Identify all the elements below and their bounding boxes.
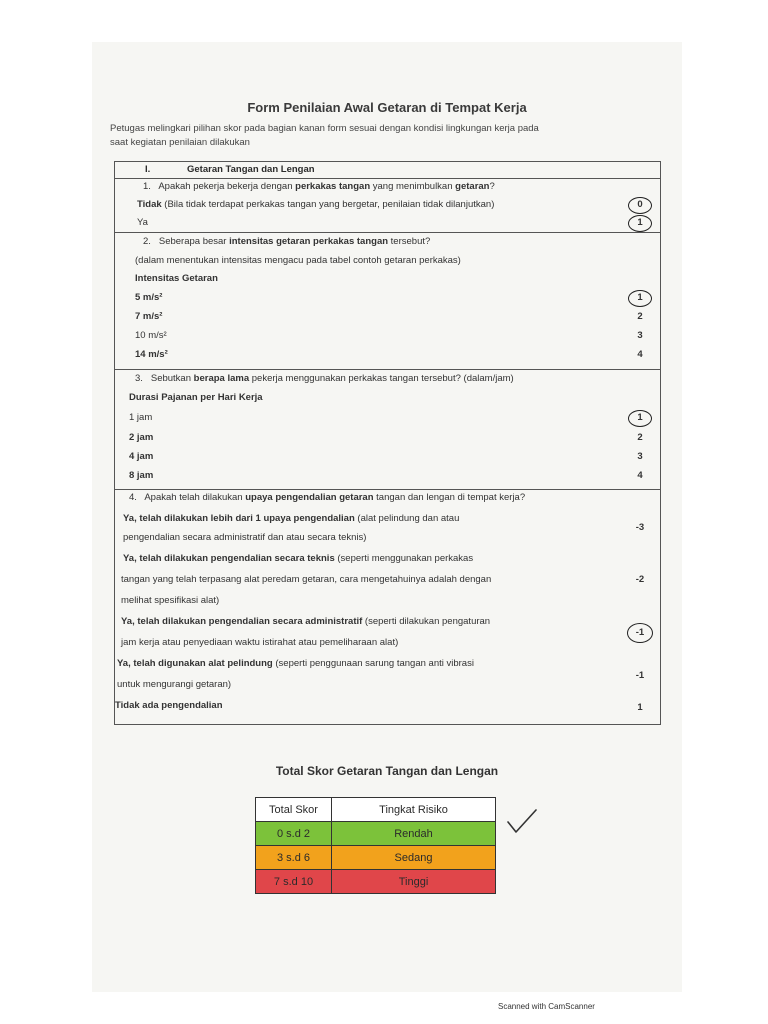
selection-circle-icon: [628, 410, 652, 427]
q2-option-2: 7 m/s²: [135, 311, 163, 322]
risk-table-header: [256, 798, 496, 822]
q4-score-2[interactable]: -2: [635, 574, 645, 585]
risk-level: Tinggi: [332, 870, 496, 894]
instructions-line-2: saat kegiatan penilaian dilakukan: [110, 137, 250, 148]
q2-option-4: 14 m/s²: [135, 349, 168, 360]
selection-circle-icon: [627, 623, 653, 643]
q1-score-ya[interactable]: 1: [632, 217, 648, 228]
q4-option-4-line-1: Ya, telah digunakan alat pelindung (seperti penggunaan sarung tangan anti vibrasi: [117, 658, 474, 669]
q4-option-4-line-2: untuk mengurangi getaran): [117, 679, 232, 690]
section-number: I.: [145, 164, 151, 175]
risk-row-tinggi: [256, 870, 496, 894]
q3-score-3[interactable]: 3: [637, 451, 643, 462]
q4-text: 4. Apakah telah dilakukan upaya pengendalian getaran tangan dan lengan di tempat kerja?: [129, 492, 526, 503]
question-3: [115, 370, 660, 490]
q3-score-1[interactable]: 1: [632, 412, 648, 423]
q4-option-3-line-2: jam kerja atau penyediaan waktu istirahat atau pemeliharaan alat): [121, 637, 399, 648]
scanned-paper: [92, 42, 682, 992]
scanner-watermark: Scanned with CamScanner: [498, 1002, 595, 1011]
question-1: [115, 179, 660, 233]
q2-option-1: 5 m/s²: [135, 292, 163, 303]
risk-level: Sedang: [332, 846, 496, 870]
q3-option-4: 8 jam: [129, 470, 154, 481]
q4-score-1[interactable]: -3: [635, 522, 645, 533]
risk-level: Rendah: [332, 822, 496, 846]
form-title: Form Penilaian Awal Getaran di Tempat Kerja: [247, 100, 527, 115]
section-title: Getaran Tangan dan Lengan: [187, 164, 315, 175]
risk-range: 7 s.d 10: [256, 870, 332, 894]
section-header: [115, 162, 660, 179]
form-instructions: [110, 122, 660, 150]
risk-range: 0 s.d 2: [256, 822, 332, 846]
q3-score-4[interactable]: 4: [637, 470, 643, 481]
q4-option-2-line-3: melihat spesifikasi alat): [121, 595, 220, 606]
q4-score-3[interactable]: -1: [632, 627, 648, 638]
q3-text: 3. Sebutkan berapa lama pekerja menggunakan perkakas tangan tersebut? (dalam/jam): [135, 373, 514, 384]
q3-option-2: 2 jam: [129, 432, 154, 443]
q1-text: 1. Apakah pekerja bekerja dengan perkakas tangan yang menimbulkan getaran?: [143, 181, 495, 192]
q4-option-1-line-1: Ya, telah dilakukan lebih dari 1 upaya pengendalian (alat pelindung dan atau: [123, 513, 460, 524]
q1-option-ya: Ya: [137, 217, 148, 228]
q2-score-1[interactable]: 1: [632, 292, 648, 303]
risk-row-rendah: [256, 822, 496, 846]
q2-option-3: 10 m/s²: [135, 330, 167, 341]
q2-score-4[interactable]: 4: [637, 349, 643, 360]
risk-row-sedang: [256, 846, 496, 870]
selection-circle-icon: [628, 197, 652, 214]
col-tingkat-risiko: Tingkat Risiko: [332, 798, 496, 822]
q4-score-4[interactable]: -1: [635, 670, 645, 681]
q4-option-1-line-2: pengendalian secara administratif dan atau secara teknis): [123, 532, 367, 543]
q3-option-1: 1 jam: [129, 412, 153, 423]
q3-label: Durasi Pajanan per Hari Kerja: [129, 392, 263, 403]
selection-circle-icon: [628, 290, 652, 307]
q1-score-tidak[interactable]: 0: [632, 199, 648, 210]
q3-score-2[interactable]: 2: [637, 432, 643, 443]
instructions-line-1: Petugas melingkari pilihan skor pada bagian kanan form sesuai dengan kondisi lingkungan kerja pada: [110, 123, 539, 134]
q3-option-3: 4 jam: [129, 451, 154, 462]
q2-score-2[interactable]: 2: [637, 311, 643, 322]
question-2: [115, 233, 660, 370]
q4-option-2-line-2: tangan yang telah terpasang alat peredam getaran, cara mengetahuinya adalah dengan: [121, 574, 492, 585]
q4-score-5[interactable]: 1: [637, 702, 643, 713]
total-score-title: Total Skor Getaran Tangan dan Lengan: [275, 764, 499, 778]
risk-level-table: [255, 797, 496, 894]
col-total-skor: Total Skor: [256, 798, 332, 822]
q2-text: 2. Seberapa besar intensitas getaran perkakas tangan tersebut?: [143, 236, 431, 247]
q1-option-tidak: Tidak (Bila tidak terdapat perkakas tangan yang bergetar, penilaian tidak dilanjutkan): [137, 199, 495, 210]
q4-option-5: Tidak ada pengendalian: [115, 700, 223, 711]
assessment-table: [114, 161, 661, 725]
q2-score-3[interactable]: 3: [637, 330, 643, 341]
q2-note: (dalam menentukan intensitas mengacu pada tabel contoh getaran perkakas): [135, 255, 461, 266]
q4-option-2-line-1: Ya, telah dilakukan pengendalian secara teknis (seperti menggunakan perkakas: [123, 553, 474, 564]
question-4: [115, 490, 660, 724]
q4-option-3-line-1: Ya, telah dilakukan pengendalian secara administratif (seperti dilakukan pengaturan: [121, 616, 491, 627]
risk-range: 3 s.d 6: [256, 846, 332, 870]
checkmark-icon: [506, 808, 538, 834]
selection-circle-icon: [628, 215, 652, 232]
q2-label: Intensitas Getaran: [135, 273, 218, 284]
